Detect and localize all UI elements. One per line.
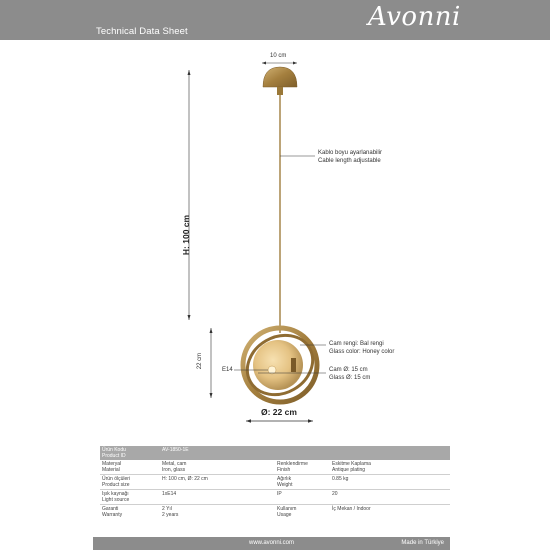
glass-color-note: Cam rengi: Bal rengi Glass color: Honey color	[329, 341, 395, 355]
footer-url[interactable]: www.avonni.com	[248, 540, 295, 546]
socket	[291, 358, 296, 372]
brand-logo: Avonni	[368, 2, 461, 32]
diameter-label: Ø: 22 cm	[261, 407, 297, 417]
table-row: Garanti Warranty 2 Yıl 2 years Kullanım Usage İç Mekan / Indoor	[102, 506, 371, 518]
header-bar	[0, 0, 550, 40]
glass-diameter-note: Cam Ø: 15 cm Glass Ø: 15 cm	[329, 367, 371, 381]
total-height-label: H: 100 cm	[181, 214, 191, 256]
globe-height-label: 22 cm	[197, 352, 203, 370]
canopy	[263, 67, 297, 87]
table-row: Ürün Kodu Product ID AV-1850-1E	[100, 446, 450, 460]
footer-made-in: Made in Türkiye	[401, 540, 444, 546]
spec-table	[100, 446, 450, 519]
lamp-drawing	[0, 40, 550, 440]
socket-label: E14	[222, 367, 233, 373]
table-row: Materyal Material Metal, cam Iron, glass Renklendirme Finish Eskitme Kaplama Antique plating	[100, 460, 450, 475]
canopy-width-label: 10 cm	[270, 53, 287, 59]
table-row: Ürün ölçüleri Product size H: 100 cm, Ø: 22 cm Ağırlık Weight 0.85 kg	[100, 475, 450, 490]
table-row: Işık kaynağı Light source 1xE14 IP 20	[100, 490, 450, 505]
cable-note: Kablo boyu ayarlanabilir Cable length adjustable	[318, 150, 383, 164]
footer-bar	[93, 537, 450, 550]
canopy-neck	[277, 87, 283, 95]
page-title: Technical Data Sheet	[96, 26, 188, 37]
